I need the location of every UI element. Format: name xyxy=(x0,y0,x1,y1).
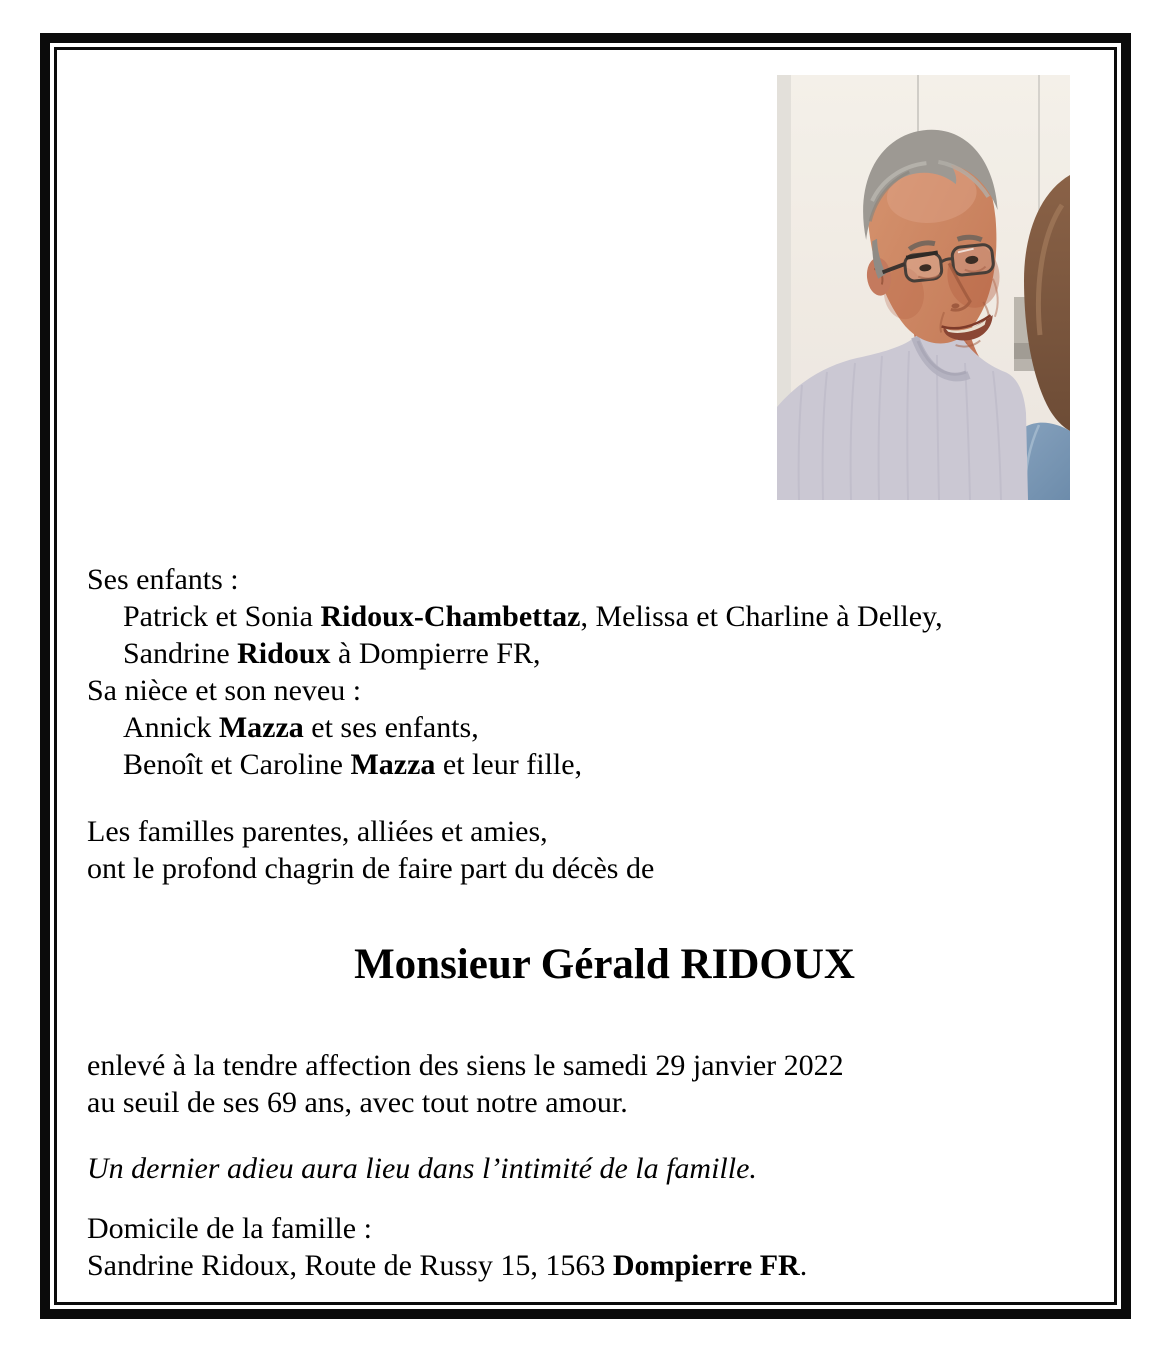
text-segment: Patrick et Sonia xyxy=(123,600,321,633)
family-line xyxy=(87,746,943,783)
announcement-line-1: Les familles parentes, alliées et amies, xyxy=(87,815,548,848)
announcement-line-2: ont le profond chagrin de faire part du décès de xyxy=(87,852,655,885)
portrait-photo xyxy=(777,75,1070,500)
address-label: Domicile de la famille : xyxy=(87,1212,372,1245)
deceased-name: Monsieur Gérald RIDOUX xyxy=(354,941,855,988)
emphasized-name: Ridoux xyxy=(237,637,331,670)
text-segment: et ses enfants, xyxy=(303,711,479,744)
emphasized-name: Mazza xyxy=(218,711,304,744)
text-segment: à Dompierre FR, xyxy=(330,637,541,670)
text-segment: Ses enfants : xyxy=(87,563,239,596)
text-segment: . xyxy=(799,1249,808,1282)
death-details xyxy=(87,1047,844,1121)
portrait-photo-graphic xyxy=(777,75,1070,500)
family-list xyxy=(87,561,943,783)
announcement xyxy=(87,813,654,887)
text-segment: et leur fille, xyxy=(435,748,583,781)
text-segment: Benoît et Caroline xyxy=(123,748,351,781)
text-segment: , Melissa et Charline à Delley, xyxy=(580,600,943,633)
farewell-note: Un dernier adieu aura lieu dans l’intimité de la famille. xyxy=(87,1152,757,1185)
text-segment: Sa nièce et son neveu : xyxy=(87,674,362,707)
family-line xyxy=(87,635,943,672)
death-line-1: enlevé à la tendre affection des siens le samedi 29 janvier 2022 xyxy=(87,1049,844,1082)
emphasized-name: Mazza xyxy=(350,748,436,781)
family-line xyxy=(87,672,943,709)
family-line xyxy=(87,598,943,635)
notice-content xyxy=(57,50,1114,1302)
text-segment: Sandrine xyxy=(123,637,238,670)
death-line-2: au seuil de ses 69 ans, avec tout notre amour. xyxy=(87,1086,628,1119)
family-line xyxy=(87,561,943,598)
family-line xyxy=(87,709,943,746)
text-segment: Annick xyxy=(123,711,219,744)
address-line xyxy=(87,1247,807,1284)
decorative-frame-inner xyxy=(54,47,1117,1305)
text-segment: Sandrine Ridoux, Route de Russy 15, 1563 xyxy=(87,1249,613,1282)
decorative-frame xyxy=(40,33,1131,1319)
emphasized-name: Ridoux-Chambettaz xyxy=(320,600,581,633)
emphasized-name: Dompierre FR xyxy=(612,1249,800,1282)
family-address xyxy=(87,1210,807,1284)
